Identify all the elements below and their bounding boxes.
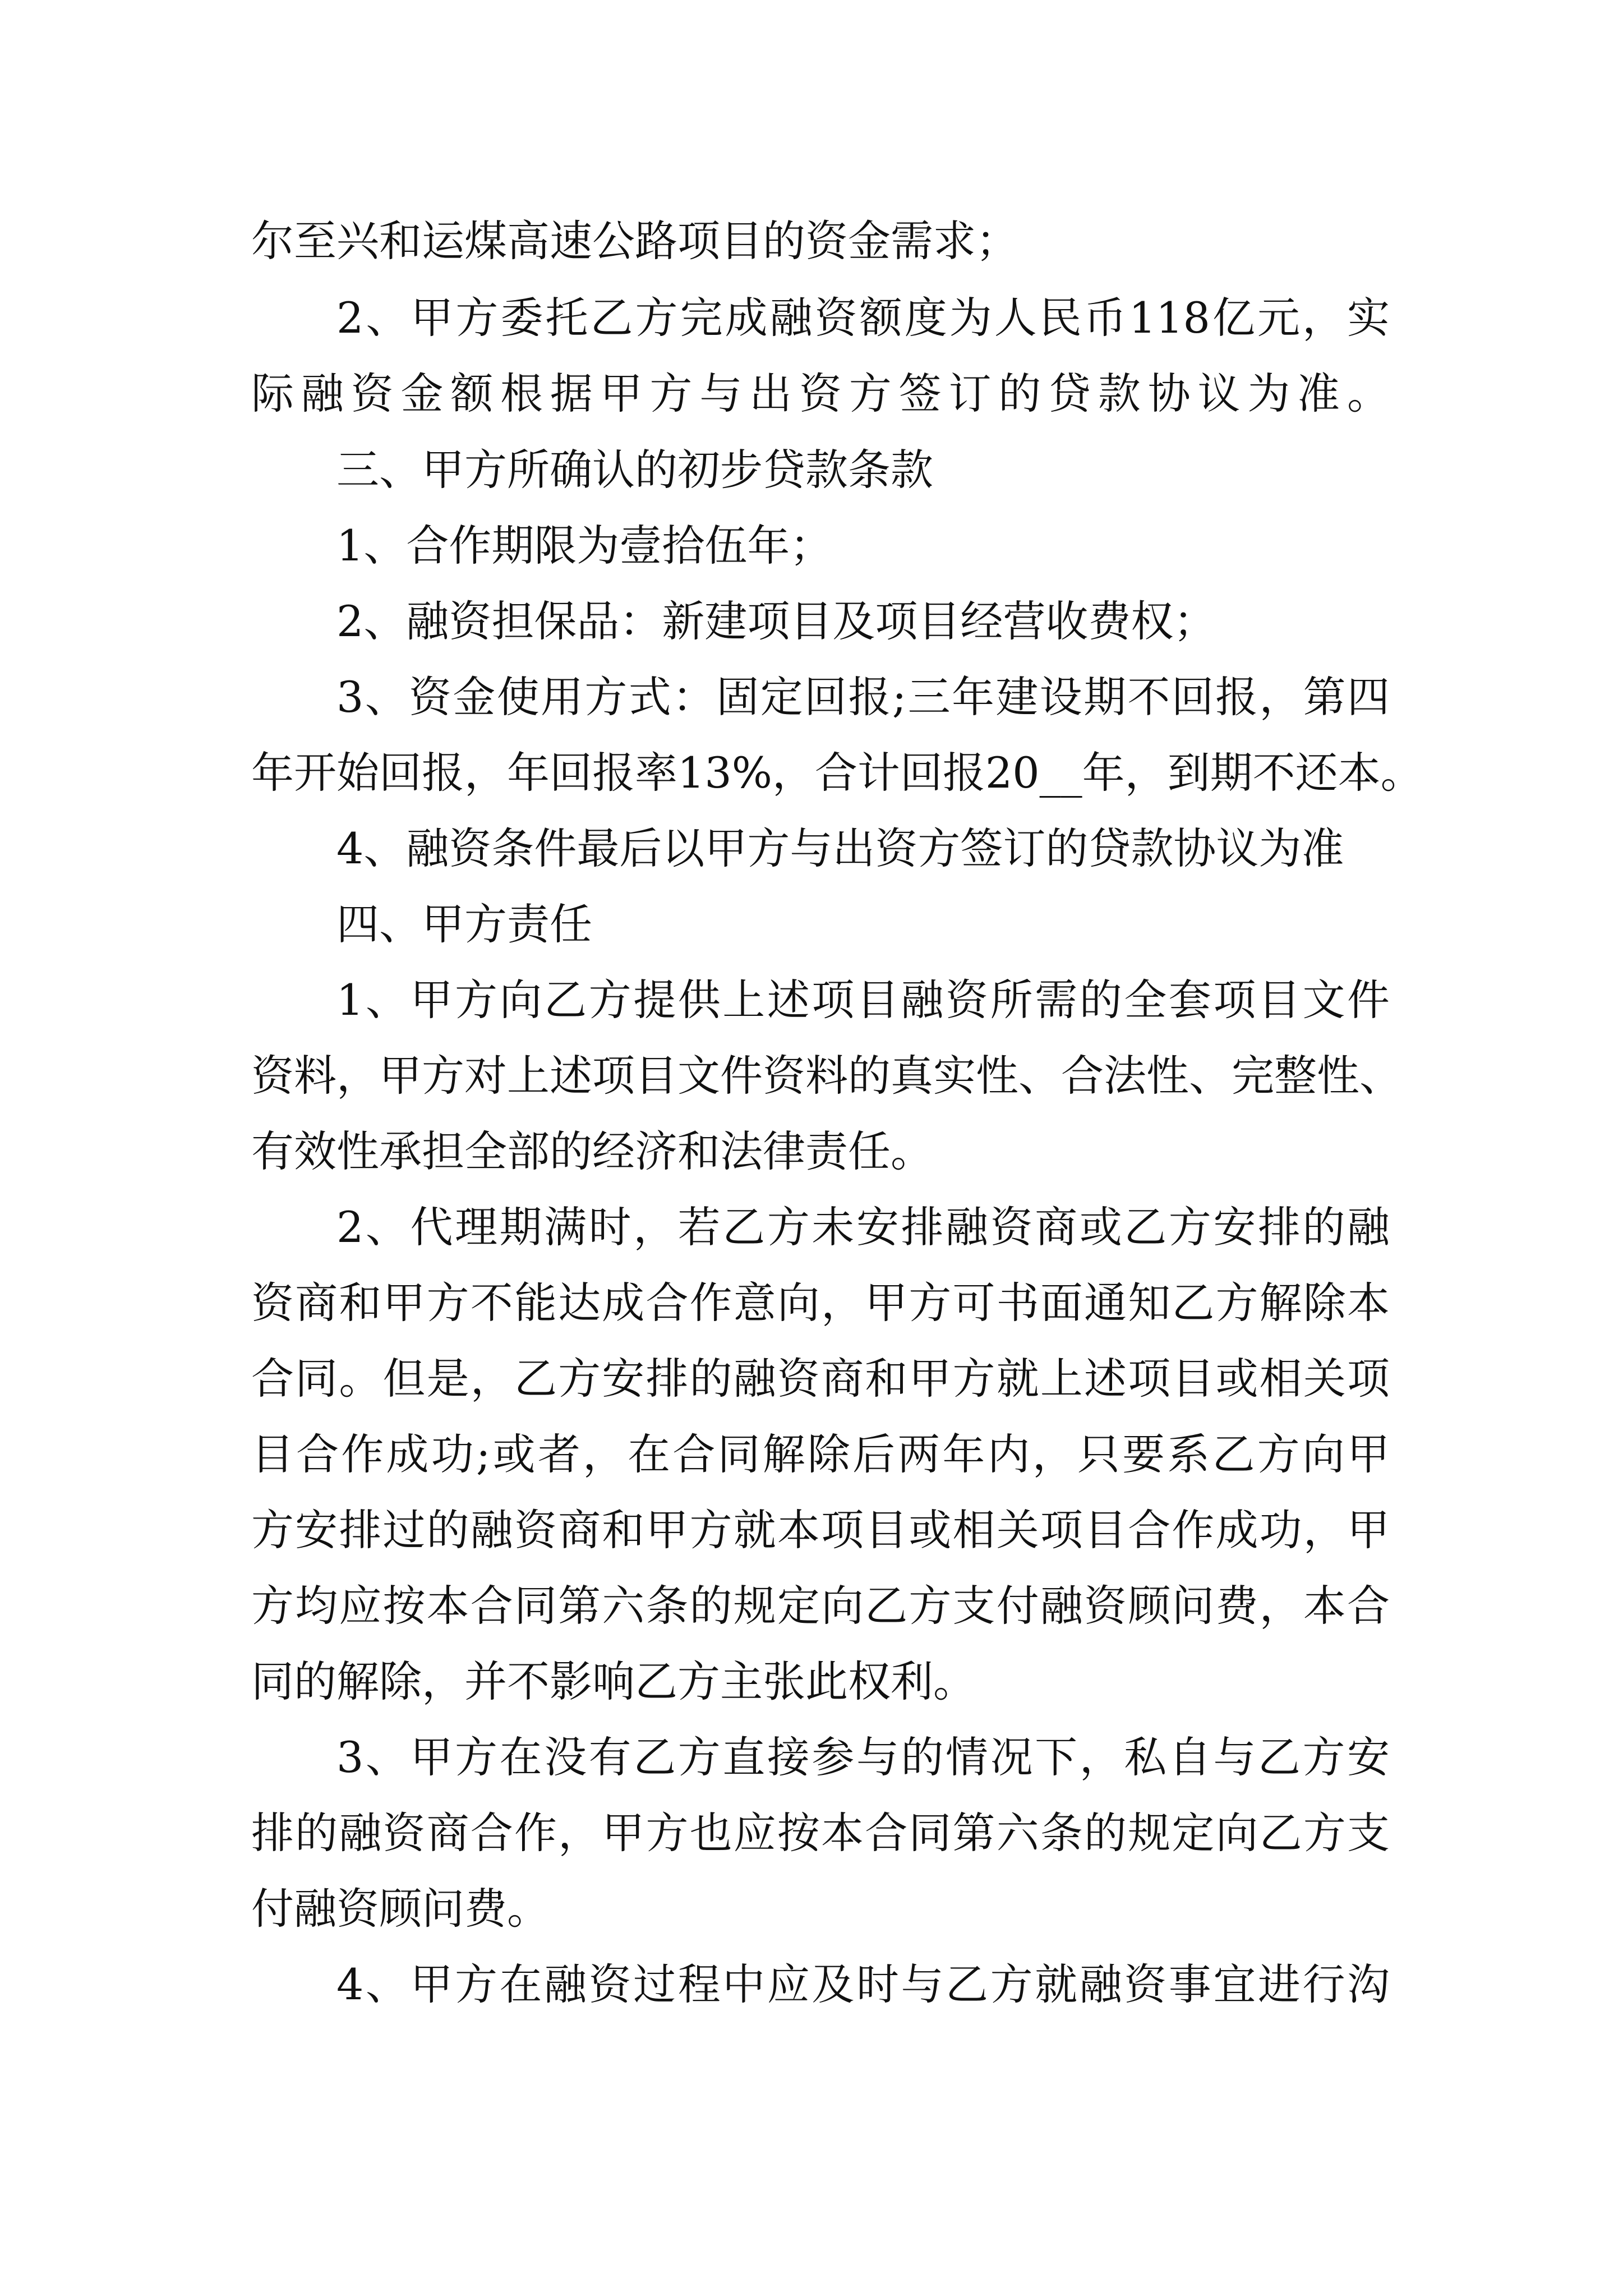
text-line: 3、资金使用方式：固定回报;三年建设期不回报，第四 [336,672,1390,722]
text-line: 付融资顾问费。 [251,1884,550,1934]
text-line: 合同。但是，乙方安排的融资商和甲方就上述项目或相关项 [251,1354,1390,1404]
text-line: 2、融资担保品：新建项目及项目经营收费权； [336,596,1216,646]
section-heading: 四、甲方责任 [336,899,592,949]
text-line: 4、融资条件最后以甲方与出资方签订的贷款协议为准 [336,823,1344,873]
text-line: 1、甲方向乙方提供上述项目融资所需的全套项目文件 [336,975,1390,1025]
text-line: 1、合作期限为壹拾伍年； [336,521,833,570]
text-line: 方安排过的融资商和甲方就本项目或相关项目合作成功，甲 [251,1505,1390,1555]
text-line: 目合作成功;或者，在合同解除后两年内，只要系乙方向甲 [251,1429,1390,1479]
text-line: 方均应按本合同第六条的规定向乙方支付融资顾问费，本合 [251,1581,1390,1631]
text-line: 同的解除，并不影响乙方主张此权利。 [251,1657,976,1706]
text-line: 际融资金额根据甲方与出资方签订的贷款协议为准。 [251,369,1390,418]
text-line: 排的融资商合作，甲方也应按本合同第六条的规定向乙方支 [251,1808,1390,1858]
section-heading: 三、甲方所确认的初步贷款条款 [336,445,933,495]
text-line: 2、代理期满时，若乙方未安排融资商或乙方安排的融 [336,1202,1390,1252]
text-line: 4、甲方在融资过程中应及时与乙方就融资事宜进行沟 [336,1959,1390,2009]
text-line: 3、甲方在没有乙方直接参与的情况下，私自与乙方安 [336,1732,1390,1782]
text-line: 尔至兴和运煤高速公路项目的资金需求； [251,216,1018,266]
text-line: 年开始回报，年回报率13%，合计回报20__年，到期不还本。 [251,748,1423,798]
text-line: 资料，甲方对上述项目文件资料的真实性、合法性、完整性、 [251,1051,1402,1101]
text-line: 有效性承担全部的经济和法律责任。 [251,1126,933,1176]
text-line: 2、甲方委托乙方完成融资额度为人民币118亿元，实 [336,293,1390,343]
text-line: 资商和甲方不能达成合作意向，甲方可书面通知乙方解除本 [251,1278,1390,1328]
